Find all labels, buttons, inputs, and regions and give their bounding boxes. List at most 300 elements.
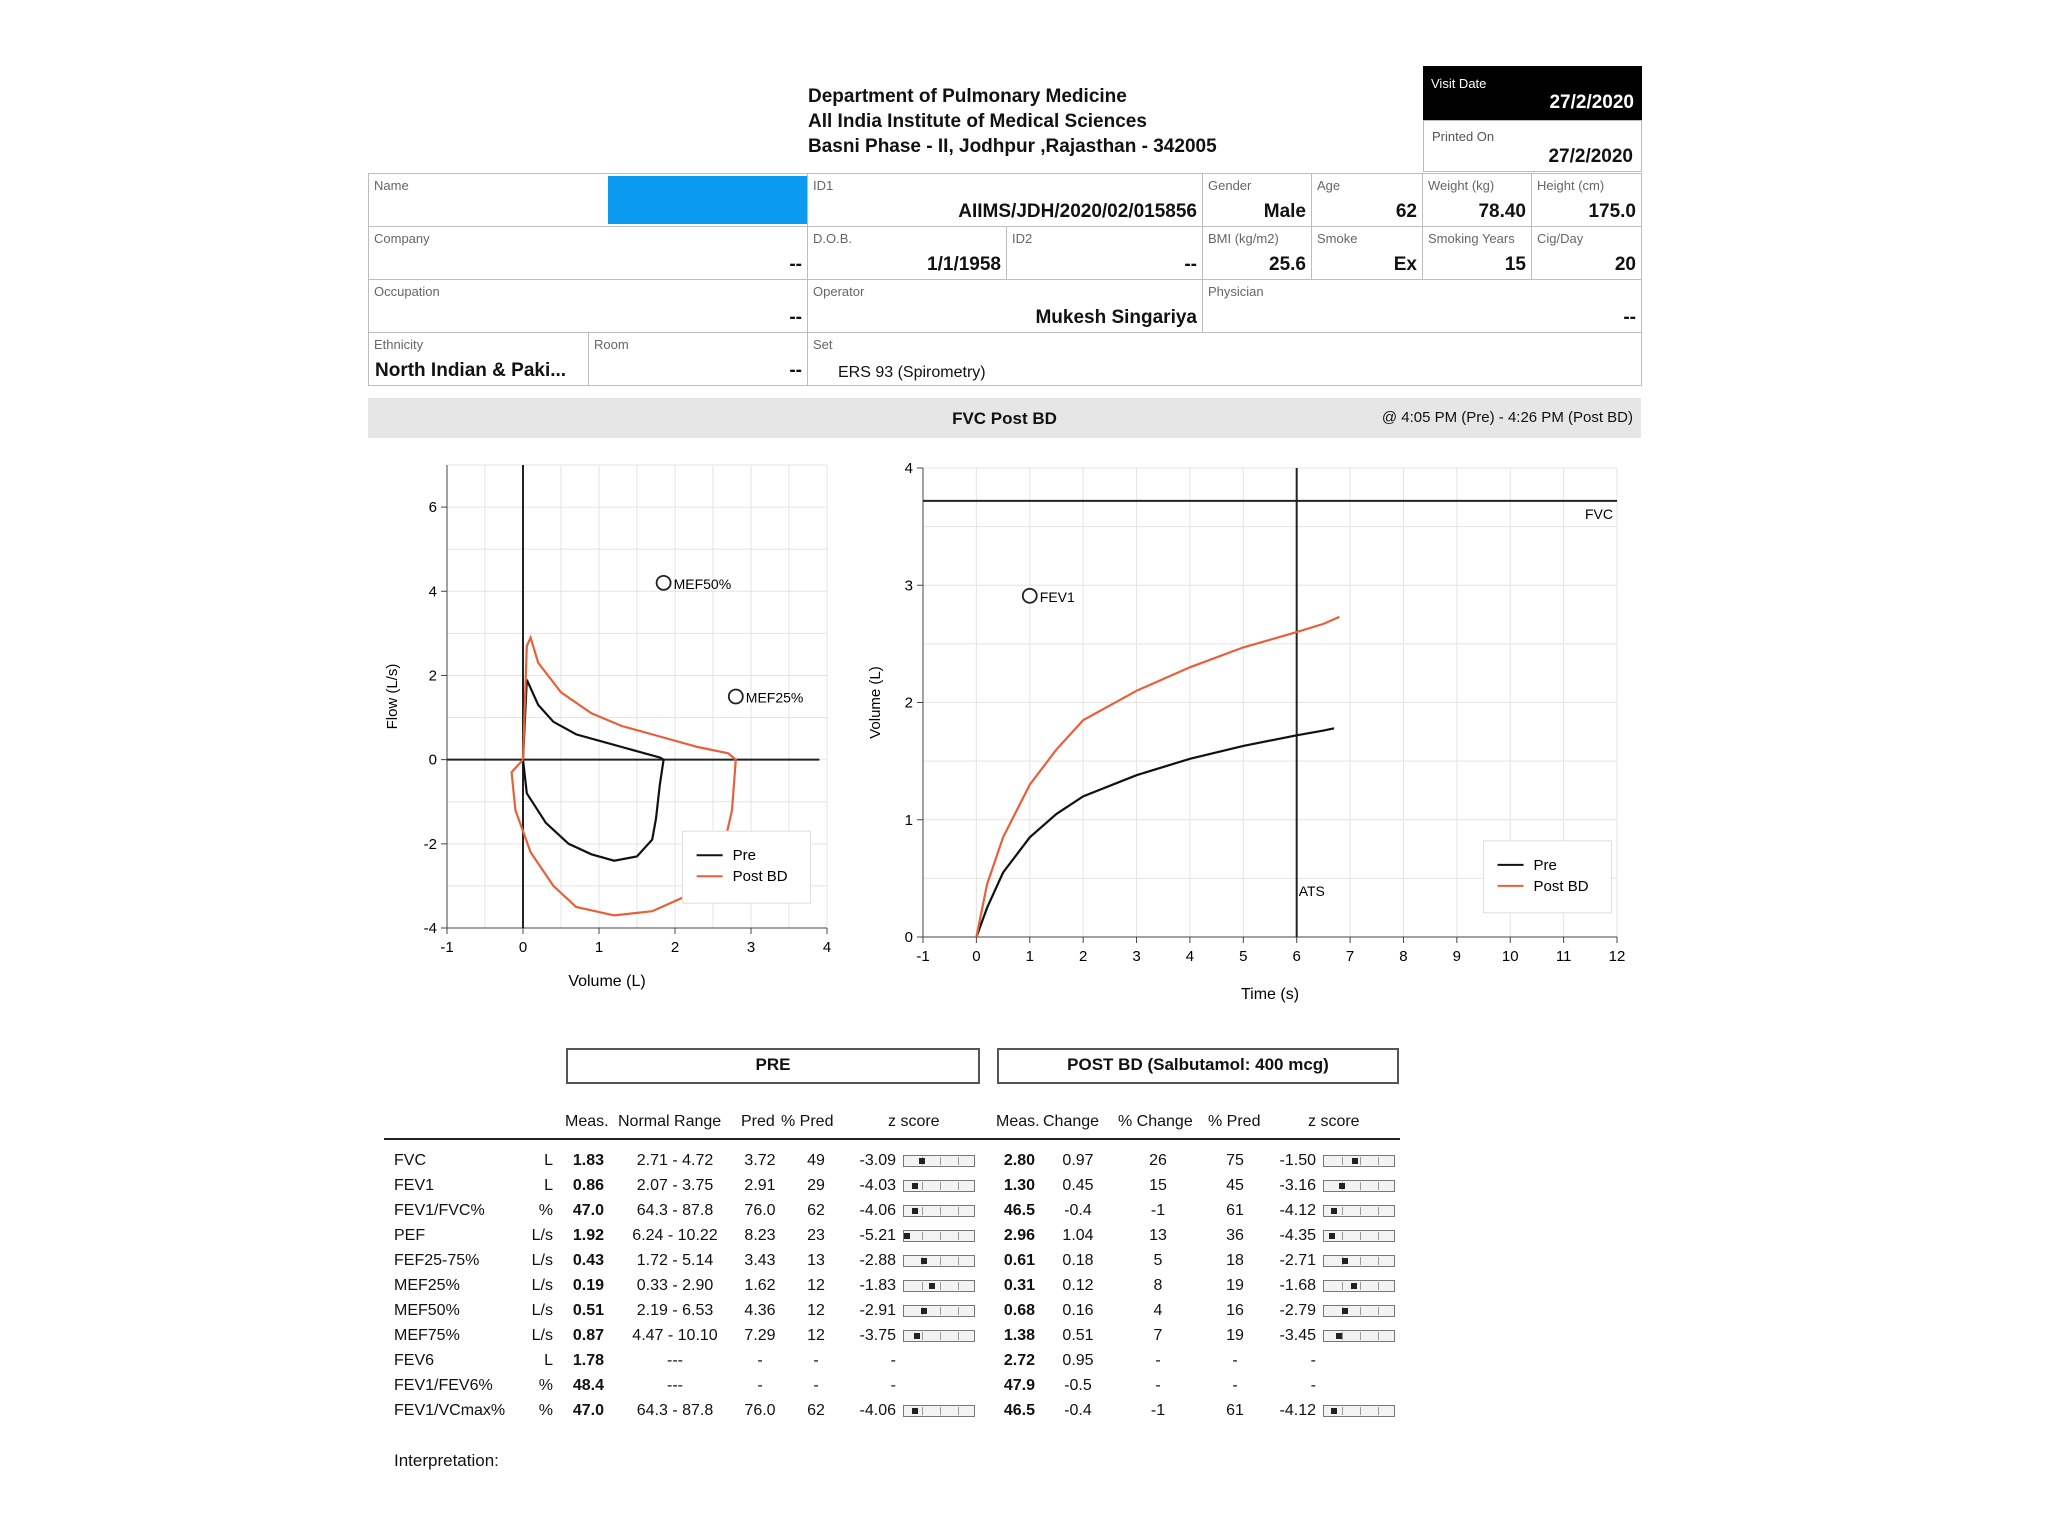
- zscore-segment: [1378, 1182, 1379, 1190]
- pct-change: 8: [1153, 1277, 1163, 1294]
- zscore-segment: [1360, 1232, 1361, 1240]
- post-z-score: -: [1310, 1377, 1316, 1394]
- fv-y-tick-label: -2: [423, 835, 437, 853]
- zscore-bar: [903, 1305, 975, 1317]
- normal-range: 2.19 - 6.53: [636, 1302, 714, 1319]
- operator-value: Mukesh Singariya: [1035, 307, 1197, 328]
- zscore-marker: [904, 1233, 910, 1239]
- section-title: FVC Post BD: [952, 409, 1057, 428]
- zscore-segment: [1378, 1257, 1379, 1265]
- age-label: Age: [1317, 178, 1341, 193]
- vt-series-post-bd: [976, 617, 1339, 937]
- zscore-bar: [1323, 1205, 1395, 1217]
- post-pct-pred: 61: [1226, 1202, 1244, 1219]
- dept-line-2: All India Institute of Medical Sciences: [808, 111, 1147, 132]
- param-name: FEV1/VCmax%: [394, 1402, 506, 1419]
- cig-day-value: 20: [1614, 254, 1636, 275]
- dob-label: D.O.B.: [813, 231, 853, 246]
- zscore-marker: [1329, 1233, 1335, 1239]
- post-col-header: % Change: [1118, 1113, 1193, 1130]
- pct-pred: 23: [807, 1227, 825, 1244]
- change: 1.04: [1062, 1227, 1094, 1244]
- vt-legend-entry: Pre: [1533, 856, 1557, 874]
- unit: L: [544, 1177, 553, 1194]
- zscore-segment: [1360, 1307, 1361, 1315]
- param-name: FEV1/FVC%: [394, 1202, 485, 1219]
- table-row: [0, 1175, 2048, 1200]
- vt-x-tick-label: 9: [1452, 948, 1462, 965]
- unit: L/s: [531, 1252, 553, 1269]
- pct-pred: 12: [807, 1327, 825, 1344]
- zscore-segment: [958, 1332, 959, 1340]
- z-score: -2.91: [859, 1302, 896, 1319]
- post-meas: 46.5: [1003, 1202, 1035, 1219]
- normal-range: 64.3 - 87.8: [636, 1402, 714, 1419]
- fv-x-tick-label: -1: [440, 939, 454, 956]
- zscore-segment: [1378, 1307, 1379, 1315]
- dept-line-3: Basni Phase - II, Jodhpur ,Rajasthan - 342005: [808, 136, 1217, 157]
- bmi-value: 25.6: [1269, 254, 1306, 275]
- z-score: -: [890, 1377, 896, 1394]
- param-name: PEF: [394, 1227, 426, 1244]
- zscore-segment: [1342, 1407, 1343, 1415]
- pct-change: -: [1155, 1377, 1161, 1394]
- unit: L/s: [531, 1302, 553, 1319]
- pre-meas: 0.86: [572, 1177, 604, 1194]
- zscore-segment: [940, 1182, 941, 1190]
- unit: L: [544, 1152, 553, 1169]
- visit-date-label: Visit Date: [1431, 76, 1487, 91]
- fv-x-tick-label: 3: [746, 939, 756, 956]
- ethnicity-value: North Indian & Paki...: [375, 360, 567, 381]
- vt-x-tick-label: -1: [916, 948, 930, 965]
- z-score: -4.03: [859, 1177, 896, 1194]
- company-value: --: [789, 254, 802, 275]
- pct-change: 5: [1153, 1252, 1163, 1269]
- vt-y-tick-label: 0: [904, 929, 913, 946]
- fv-legend-box: [683, 831, 811, 903]
- pre-meas: 47.0: [572, 1202, 604, 1219]
- vt-y-tick-label: 3: [904, 577, 913, 595]
- gender-label: Gender: [1208, 178, 1252, 193]
- z-score: -5.21: [859, 1227, 896, 1244]
- unit: %: [538, 1402, 553, 1419]
- pre-col-header: Meas.: [565, 1113, 609, 1130]
- pre-meas: 0.51: [572, 1302, 604, 1319]
- unit: %: [538, 1202, 553, 1219]
- printed-on-value: 27/2/2020: [1548, 146, 1633, 167]
- zscore-marker: [1331, 1208, 1337, 1214]
- pct-pred: 12: [807, 1302, 825, 1319]
- zscore-bar: [1323, 1305, 1395, 1317]
- unit: L/s: [531, 1227, 553, 1244]
- smoking-years-value: 15: [1504, 254, 1526, 275]
- smoke-value: Ex: [1393, 254, 1417, 275]
- unit: L/s: [531, 1327, 553, 1344]
- normal-range: 6.24 - 10.22: [632, 1227, 718, 1244]
- zscore-bar: [1323, 1405, 1395, 1417]
- vt-x-tick-label: 6: [1292, 948, 1301, 965]
- table-row: [0, 1225, 2048, 1250]
- zscore-segment: [1360, 1257, 1361, 1265]
- post-col-header: % Pred: [1208, 1113, 1261, 1130]
- pre-meas: 1.92: [572, 1227, 604, 1244]
- zscore-segment: [1342, 1207, 1343, 1215]
- pct-change: -1: [1150, 1202, 1166, 1219]
- zscore-segment: [1360, 1332, 1361, 1340]
- pred: 76.0: [744, 1202, 776, 1219]
- z-score: -4.06: [859, 1402, 896, 1419]
- vt-fvc-label: FVC: [1584, 505, 1613, 522]
- post-pct-pred: 75: [1226, 1152, 1244, 1169]
- z-score: -4.06: [859, 1202, 896, 1219]
- vt-y-axis-label: Volume (L): [867, 666, 884, 739]
- zscore-segment: [940, 1282, 941, 1290]
- post-col-header: Change: [1043, 1113, 1100, 1130]
- post-pct-pred: 61: [1226, 1402, 1244, 1419]
- pred: 3.43: [744, 1252, 776, 1269]
- age-value: 62: [1395, 201, 1417, 222]
- zscore-segment: [1378, 1407, 1379, 1415]
- vt-x-tick-label: 5: [1239, 948, 1248, 965]
- fv-y-tick-label: 2: [428, 667, 437, 685]
- zscore-segment: [1360, 1282, 1361, 1290]
- fv-y-axis-label: Flow (L/s): [384, 663, 401, 730]
- zscore-bar: [903, 1280, 975, 1292]
- zscore-segment: [940, 1257, 941, 1265]
- pred: 7.29: [744, 1327, 776, 1344]
- vt-marker-fev1: [1023, 589, 1037, 603]
- pred: -: [757, 1377, 763, 1394]
- change: -0.5: [1064, 1377, 1092, 1394]
- zscore-marker: [921, 1308, 927, 1314]
- fv-x-tick-label: 1: [594, 939, 604, 956]
- vt-x-tick-label: 1: [1025, 948, 1034, 965]
- zscore-segment: [1360, 1182, 1361, 1190]
- gender-value: Male: [1263, 201, 1306, 222]
- zscore-bar: [903, 1330, 975, 1342]
- zscore-segment: [922, 1207, 923, 1215]
- zscore-segment: [1378, 1332, 1379, 1340]
- cig-day-label: Cig/Day: [1537, 231, 1584, 246]
- vt-x-axis-label: Time (s): [1240, 986, 1300, 1003]
- pct-change: -: [1155, 1352, 1161, 1369]
- occupation-label: Occupation: [374, 284, 440, 299]
- normal-range: ---: [667, 1377, 683, 1394]
- post-pct-pred: 16: [1226, 1302, 1244, 1319]
- zscore-segment: [958, 1232, 959, 1240]
- change: -0.4: [1064, 1402, 1092, 1419]
- pre-meas: 0.19: [572, 1277, 604, 1294]
- name-label: Name: [374, 178, 409, 193]
- fv-x-axis-label: Volume (L): [568, 973, 646, 990]
- zscore-segment: [940, 1332, 941, 1340]
- pred: 3.72: [744, 1152, 776, 1169]
- change: 0.51: [1062, 1327, 1094, 1344]
- operator-label: Operator: [813, 284, 865, 299]
- zscore-segment: [1342, 1232, 1343, 1240]
- printed-on-label: Printed On: [1432, 129, 1495, 144]
- post-meas: 0.31: [1003, 1277, 1035, 1294]
- table-row: [0, 1300, 2048, 1325]
- post-z-score: -3.45: [1279, 1327, 1316, 1344]
- post-z-score: -4.12: [1279, 1402, 1316, 1419]
- post-meas: 2.96: [1003, 1227, 1035, 1244]
- zscore-segment: [1342, 1282, 1343, 1290]
- post-z-score: -1.68: [1279, 1277, 1316, 1294]
- pred: 8.23: [744, 1227, 776, 1244]
- zscore-marker: [1339, 1183, 1345, 1189]
- post-pct-pred: 36: [1226, 1227, 1244, 1244]
- fv-y-tick-label: 0: [428, 751, 437, 769]
- pct-change: 13: [1149, 1227, 1167, 1244]
- zscore-segment: [1360, 1207, 1361, 1215]
- vt-x-tick-label: 4: [1185, 948, 1195, 965]
- pct-change: -1: [1150, 1402, 1166, 1419]
- post-meas: 2.72: [1003, 1352, 1035, 1369]
- zscore-segment: [922, 1232, 923, 1240]
- zscore-marker: [912, 1408, 918, 1414]
- zscore-segment: [958, 1182, 959, 1190]
- post-pct-pred: 19: [1226, 1277, 1244, 1294]
- zscore-segment: [940, 1232, 941, 1240]
- pct-pred: 13: [807, 1252, 825, 1269]
- zscore-segment: [1378, 1157, 1379, 1165]
- zscore-bar: [903, 1155, 975, 1167]
- zscore-segment: [1342, 1332, 1343, 1340]
- pred: 4.36: [744, 1302, 776, 1319]
- post-pct-pred: 45: [1226, 1177, 1244, 1194]
- vt-x-tick-label: 10: [1501, 948, 1519, 965]
- post-pct-pred: 19: [1226, 1327, 1244, 1344]
- post-meas: 47.9: [1003, 1377, 1035, 1394]
- table-row: [0, 1250, 2048, 1275]
- pct-pred: -: [813, 1377, 819, 1394]
- post-meas: 1.38: [1003, 1327, 1035, 1344]
- post-meas: 0.68: [1003, 1302, 1035, 1319]
- zscore-marker: [929, 1283, 935, 1289]
- smoke-label: Smoke: [1317, 231, 1358, 246]
- zscore-marker: [912, 1208, 918, 1214]
- zscore-marker: [1331, 1408, 1337, 1414]
- pct-change: 7: [1153, 1327, 1163, 1344]
- zscore-segment: [958, 1257, 959, 1265]
- post-z-score: -4.35: [1279, 1227, 1316, 1244]
- id1-label: ID1: [813, 178, 834, 193]
- pct-pred: 49: [807, 1152, 825, 1169]
- set-label: Set: [813, 337, 833, 352]
- table-header-rule: [384, 1138, 1400, 1140]
- table-row: [0, 1150, 2048, 1175]
- fv-legend-entry: Pre: [732, 847, 756, 865]
- post-meas: 46.5: [1003, 1402, 1035, 1419]
- z-score: -3.75: [859, 1327, 896, 1344]
- table-row: [0, 1200, 2048, 1225]
- fv-y-tick-label: 6: [428, 499, 437, 517]
- change: 0.95: [1062, 1352, 1094, 1369]
- zscore-segment: [1378, 1282, 1379, 1290]
- param-name: MEF50%: [394, 1302, 460, 1319]
- zscore-marker: [1342, 1258, 1348, 1264]
- z-score: -: [890, 1352, 896, 1369]
- fv-series-pre: [523, 680, 664, 861]
- post-z-score: -: [1310, 1352, 1316, 1369]
- zscore-segment: [958, 1207, 959, 1215]
- zscore-marker: [921, 1258, 927, 1264]
- post-col-header: z score: [1308, 1113, 1360, 1130]
- pre-meas: 0.43: [572, 1252, 604, 1269]
- vt-y-tick-label: 1: [904, 811, 913, 829]
- zscore-bar: [903, 1205, 975, 1217]
- post-pct-pred: -: [1232, 1377, 1238, 1394]
- zscore-marker: [912, 1183, 918, 1189]
- zscore-marker: [914, 1333, 920, 1339]
- vt-y-tick-label: 4: [904, 460, 913, 477]
- param-name: MEF25%: [394, 1277, 460, 1294]
- change: 0.97: [1062, 1152, 1094, 1169]
- z-score: -1.83: [859, 1277, 896, 1294]
- pred: 1.62: [744, 1277, 776, 1294]
- zscore-bar: [903, 1405, 975, 1417]
- id2-value: --: [1184, 254, 1197, 275]
- pre-meas: 1.83: [572, 1152, 604, 1169]
- pct-change: 4: [1153, 1302, 1163, 1319]
- normal-range: 1.72 - 5.14: [636, 1252, 714, 1269]
- vt-x-tick-label: 12: [1608, 948, 1626, 965]
- pre-meas: 48.4: [572, 1377, 604, 1394]
- pred: -: [757, 1352, 763, 1369]
- change: -0.4: [1064, 1202, 1092, 1219]
- unit: %: [538, 1377, 553, 1394]
- post-z-score: -2.79: [1279, 1302, 1316, 1319]
- param-name: MEF75%: [394, 1327, 460, 1344]
- zscore-segment: [922, 1407, 923, 1415]
- id1-value: AIIMS/JDH/2020/02/015856: [958, 201, 1197, 222]
- normal-range: 4.47 - 10.10: [632, 1327, 718, 1344]
- physician-label: Physician: [1208, 284, 1264, 299]
- occupation-value: --: [789, 307, 802, 328]
- post-header: POST BD (Salbutamol: 400 mcg): [997, 1048, 1399, 1084]
- weight-label: Weight (kg): [1428, 178, 1495, 193]
- normal-range: 2.07 - 3.75: [636, 1177, 714, 1194]
- dept-line-1: Department of Pulmonary Medicine: [808, 86, 1127, 107]
- section-time: @ 4:05 PM (Pre) - 4:26 PM (Post BD): [1381, 409, 1633, 426]
- height-value: 175.0: [1588, 201, 1636, 222]
- table-row: [0, 1350, 2048, 1375]
- param-name: FEV1: [394, 1177, 435, 1194]
- ethnicity-label: Ethnicity: [374, 337, 424, 352]
- zscore-segment: [922, 1282, 923, 1290]
- zscore-segment: [958, 1282, 959, 1290]
- z-score: -2.88: [859, 1252, 896, 1269]
- post-meas: 0.61: [1003, 1252, 1035, 1269]
- zscore-marker: [919, 1158, 925, 1164]
- height-label: Height (cm): [1537, 178, 1605, 193]
- post-pct-pred: 18: [1226, 1252, 1244, 1269]
- param-name: FEF25-75%: [394, 1252, 480, 1269]
- vt-x-tick-label: 8: [1399, 948, 1408, 965]
- zscore-bar: [1323, 1230, 1395, 1242]
- pct-pred: 12: [807, 1277, 825, 1294]
- table-row: [0, 1400, 2048, 1425]
- pre-meas: 0.87: [572, 1327, 604, 1344]
- fv-y-tick-label: -4: [423, 920, 437, 937]
- pre-meas: 47.0: [572, 1402, 604, 1419]
- normal-range: 2.71 - 4.72: [636, 1152, 714, 1169]
- id2-label: ID2: [1012, 231, 1033, 246]
- pre-meas: 1.78: [572, 1352, 604, 1369]
- vt-x-tick-label: 3: [1132, 948, 1141, 965]
- normal-range: 0.33 - 2.90: [636, 1277, 714, 1294]
- unit: L/s: [531, 1277, 553, 1294]
- zscore-marker: [1336, 1333, 1342, 1339]
- fv-marker-mef25: [729, 690, 743, 704]
- pre-col-header: Normal Range: [618, 1113, 722, 1130]
- vt-x-tick-label: 0: [972, 948, 981, 965]
- zscore-bar: [903, 1255, 975, 1267]
- table-row: [0, 1375, 2048, 1400]
- post-meas: 2.80: [1003, 1152, 1035, 1169]
- pct-change: 15: [1149, 1177, 1167, 1194]
- zscore-segment: [1360, 1157, 1361, 1165]
- company-label: Company: [374, 231, 430, 246]
- zscore-segment: [922, 1182, 923, 1190]
- pre-col-header: Pred: [741, 1113, 775, 1130]
- zscore-bar: [903, 1180, 975, 1192]
- physician-value: --: [1623, 307, 1636, 328]
- post-z-score: -1.50: [1279, 1152, 1316, 1169]
- pre-col-header: % Pred: [781, 1113, 834, 1130]
- bmi-label: BMI (kg/m2): [1208, 231, 1279, 246]
- zscore-segment: [958, 1157, 959, 1165]
- pct-change: 26: [1149, 1152, 1167, 1169]
- change: 0.16: [1062, 1302, 1094, 1319]
- vt-ats-label: ATS: [1298, 882, 1325, 899]
- param-name: FVC: [394, 1152, 426, 1169]
- zscore-bar: [903, 1230, 975, 1242]
- zscore-segment: [922, 1332, 923, 1340]
- normal-range: 64.3 - 87.8: [636, 1202, 714, 1219]
- room-label: Room: [594, 337, 629, 352]
- pct-pred: 62: [807, 1402, 825, 1419]
- pct-pred: -: [813, 1352, 819, 1369]
- fv-legend-entry: Post BD: [732, 868, 788, 886]
- zscore-bar: [1323, 1280, 1395, 1292]
- zscore-bar: [1323, 1180, 1395, 1192]
- smoking-years-label: Smoking Years: [1428, 231, 1515, 246]
- param-name: FEV6: [394, 1352, 435, 1369]
- post-pct-pred: -: [1232, 1352, 1238, 1369]
- zscore-segment: [940, 1207, 941, 1215]
- zscore-segment: [958, 1407, 959, 1415]
- vt-marker-label: FEV1: [1039, 588, 1075, 605]
- pct-pred: 29: [807, 1177, 825, 1194]
- fv-x-tick-label: 4: [822, 939, 832, 956]
- unit: L: [544, 1352, 553, 1369]
- fv-marker-mef50: [657, 576, 671, 590]
- vt-legend-box: [1484, 841, 1612, 913]
- fv-y-tick-label: 4: [428, 583, 437, 601]
- vt-y-tick-label: 2: [904, 694, 913, 712]
- pred: 2.91: [744, 1177, 776, 1194]
- fv-marker-label: MEF25%: [745, 689, 804, 706]
- change: 0.12: [1062, 1277, 1094, 1294]
- zscore-marker: [1352, 1158, 1358, 1164]
- post-z-score: -3.16: [1279, 1177, 1316, 1194]
- zscore-bar: [1323, 1255, 1395, 1267]
- zscore-segment: [1360, 1407, 1361, 1415]
- fv-marker-label: MEF50%: [673, 575, 732, 592]
